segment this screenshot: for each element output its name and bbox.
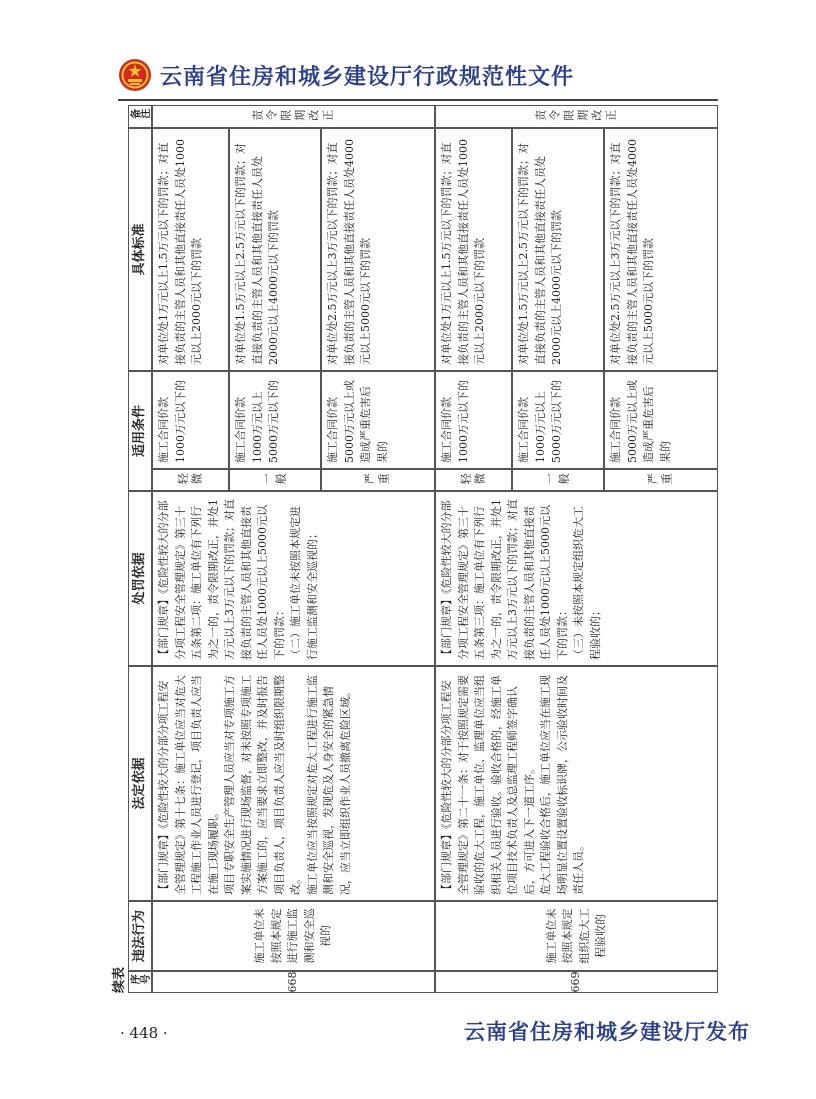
level-standard: 对单位处1.5万元以上2.5万元以下的罚款；对直接负责的主管人员和其他直接责任人员处2000元以上4000元以下的罚款: [229, 128, 321, 371]
header-legal-basis: 法定依据: [128, 666, 152, 901]
header-conditions: 适用条件: [128, 371, 152, 491]
publisher-footer: 云南省住房和城乡建设厅发布: [464, 1020, 750, 1044]
page-number: · 448 ·: [120, 1024, 168, 1042]
row-remark: 责令限期改正: [152, 105, 435, 128]
penalty-table: [128, 105, 718, 993]
row-penalty-basis: 【部门规章】《危险性较大的分部分项工程安全管理规定》第三十五条第二项：施工单位有下列行为之一的，责令限期改正，并处1万元以上3万元以下的罚款；对直接负责的主管人员和其他直接责任人员处1000元以上5000元以下的罚款： （二）施工单位未按照本规定进行施工监测和安全巡视的；: [152, 491, 435, 666]
level-label: 轻微: [435, 469, 512, 491]
level-label: 一般: [512, 469, 604, 491]
level-standard: 对单位处1.5万元以上2.5万元以下的罚款；对直接负责的主管人员和其他直接责任人员处2000元以上4000元以下的罚款: [512, 128, 604, 371]
rotated-table-page: [108, 105, 718, 993]
header-violation: 违法行为: [128, 901, 152, 971]
level-label: 严重: [604, 469, 718, 491]
document-header: [118, 58, 718, 94]
continued-label: 续表: [112, 966, 127, 993]
level-condition: 施工合同价款1000万元以上5000万元以下的: [229, 371, 321, 469]
level-condition: 施工合同价款5000万元以上或造成严重危害后果的: [604, 371, 718, 469]
row-penalty-basis: 【部门规章】《危险性较大的分部分项工程安全管理规定》第三十五条第三项：施工单位有下列行为之一的，责令限期改正，并处1万元以上3万元以下的罚款；对直接负责的主管人员和其他直接责任人员处1000元以上5000元以下的罚款： （三）未按照本规定组织危大工程验收的；: [435, 491, 718, 666]
level-standard: 对单位处2.5万元以上3万元以下的罚款；对直接负责的主管人员和其他直接责任人员处4000元以上5000元以下的罚款: [321, 128, 435, 371]
national-emblem-icon: [118, 58, 152, 92]
level-label: 严重: [321, 469, 435, 491]
header-penalty-basis: 处罚依据: [128, 491, 152, 666]
row-legal-basis: 【部门规章】《危险性较大的分部分项工程安全管理规定》第二十一条：对于按照规定需要验收的危大工程，施工单位、监理单位应当组织相关人员进行验收。验收合格的，经施工单位项目技术负责人及总监理工程师签字确认后，方可进入下一道工序。 危大工程验收合格后，施工单位应当在施工现场明显位置设置验收标识牌，公示验收时间及责任人员。: [435, 666, 718, 901]
level-label: 轻微: [152, 469, 229, 491]
level-condition: 施工合同价款1000万元以上5000万元以下的: [512, 371, 604, 469]
level-condition: 施工合同价款5000万元以上或造成严重危害后果的: [321, 371, 435, 469]
header-remarks: 备注: [128, 105, 152, 128]
header-divider: [118, 99, 718, 101]
row-remark: 责令限期改正: [435, 105, 718, 128]
header-seq: 序号: [128, 971, 152, 993]
level-condition: 施工合同价款1000万元以下的: [152, 371, 229, 469]
row-seq: 669: [435, 971, 718, 993]
level-condition: 施工合同价款1000万元以下的: [435, 371, 512, 469]
level-standard: 对单位处1万元以上1.5万元以下的罚款；对直接负责的主管人员和其他直接责任人员处1000元以上2000元以下的罚款: [152, 128, 229, 371]
document-header-title: 云南省住房和城乡建设厅行政规范性文件: [160, 65, 575, 90]
level-standard: 对单位处1万元以上1.5万元以下的罚款；对直接负责的主管人员和其他直接责任人员处1000元以上2000元以下的罚款: [435, 128, 512, 371]
row-violation: 施工单位未按照本规定进行施工监测和安全巡视的: [152, 901, 435, 971]
level-label: 一般: [229, 469, 321, 491]
row-legal-basis: 【部门规章】《危险性较大的分部分项工程安全管理规定》第十七条：施工单位应当对危大工程施工作业人员进行登记，项目负责人应当在施工现场履职。 项目专职安全生产管理人员应当对专项施工方案实施情况进行现场监督，对未按照专项施工方案施工的，应当要求立即整改，并及时报告项目负责人，项目负责人应当及时组织限期整改。 施工单位应当按照规定对危大工程进行施工监测和安全巡视，发现危及人身安全的紧急情况，应当立即组织作业人员撤离危险区域。: [152, 666, 435, 901]
header-standards: 具体标准: [128, 128, 152, 371]
row-violation: 施工单位未按照本规定组织危大工程验收的: [435, 901, 718, 971]
level-standard: 对单位处2.5万元以上3万元以下的罚款；对直接负责的主管人员和其他直接责任人员处4000元以上5000元以下的罚款: [604, 128, 718, 371]
row-seq: 668: [152, 971, 435, 993]
